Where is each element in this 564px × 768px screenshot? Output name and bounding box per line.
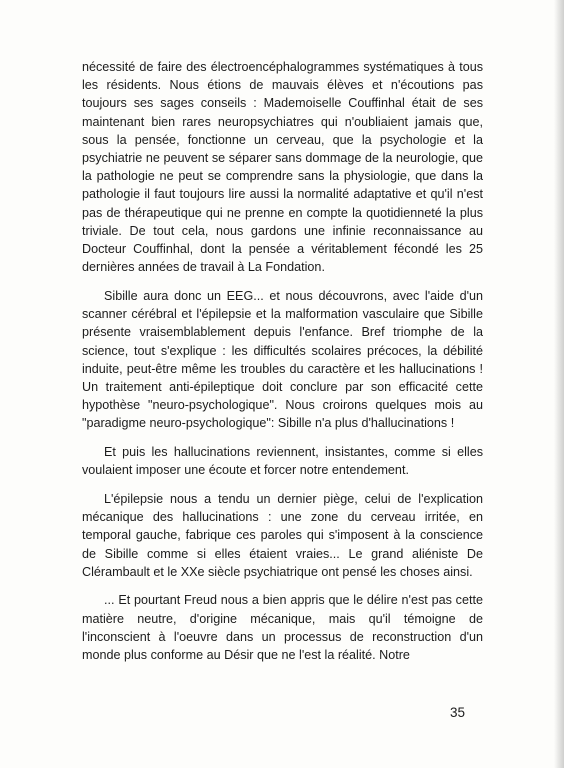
paragraph-3: Et puis les hallucinations reviennent, insistantes, comme si elles voulaient imposer une écoute et forcer notre entendement. xyxy=(82,445,483,478)
paragraph-1: nécessité de faire des électroencéphalogrammes systématiques à tous les résidents. Nous étions de mauvais élèves et n'écoutions pas toujours ses sages conseils : Mademoiselle Couffinhal était de ses maintenant bien rares neuropsychiatres qui n'oubliaient jamais que, sous la pensée, fonctionne un cerveau, que la psychologie et la psychiatrie ne peuvent se séparer sans dommage de la neurologie, que la pathologie ne peut se comprendre sans la physiologie, que dans la pathologie il faut toujours lire aussi la normalité adaptative et qu'il n'est pas de thérapeutique qui ne prenne en compte la quotidienneté la plus triviale. De tout cela, nous gardons une infinie reconnaissance au Docteur Couffinhal, dont la pensée a véritablement fécondé les 25 dernières années de travail à La Fondation. xyxy=(82,60,483,275)
body-text xyxy=(82,58,483,675)
page-number: 35 xyxy=(450,705,466,720)
paragraph-4: L'épilepsie nous a tendu un dernier piège, celui de l'explication mécanique des hallucinations : une zone du cerveau irritée, en temporal gauche, fabrique ces paroles qui s'imposent à la conscience de Sibille comme si elles étaient vraies... Le grand aliéniste De Clérambault et le XXe siècle psychiatrique ont pensé les choses ainsi. xyxy=(82,491,483,579)
paragraph-5: ... Et pourtant Freud nous a bien appris que le délire n'est pas cette matière neutre, d'origine mécanique, mais qu'il témoigne de l'inconscient à l'oeuvre dans un processus de reconstruction d'un monde plus conforme au Désir que ne l'est la réalité. Notre xyxy=(82,593,483,663)
paragraph-2: Sibille aura donc un EEG... et nous découvrons, avec l'aide d'un scanner cérébral et l'épilepsie et la malformation vasculaire que Sibille présente vraisemblablement depuis l'enfance. Bref triomphe de la science, tout s'explique : les difficultés scolaires précoces, la débilité induite, peut-être même les troubles du caractère et les hallucinations ! Un traitement anti-épileptique doit conclure par son efficacité cette hypothèse "neuro-psychologique". Nous croirons quelques mois au "paradigme neuro-psychologique": Sibille n'a plus d'hallucinations ! xyxy=(82,288,483,431)
page-edge-shadow xyxy=(554,0,564,768)
